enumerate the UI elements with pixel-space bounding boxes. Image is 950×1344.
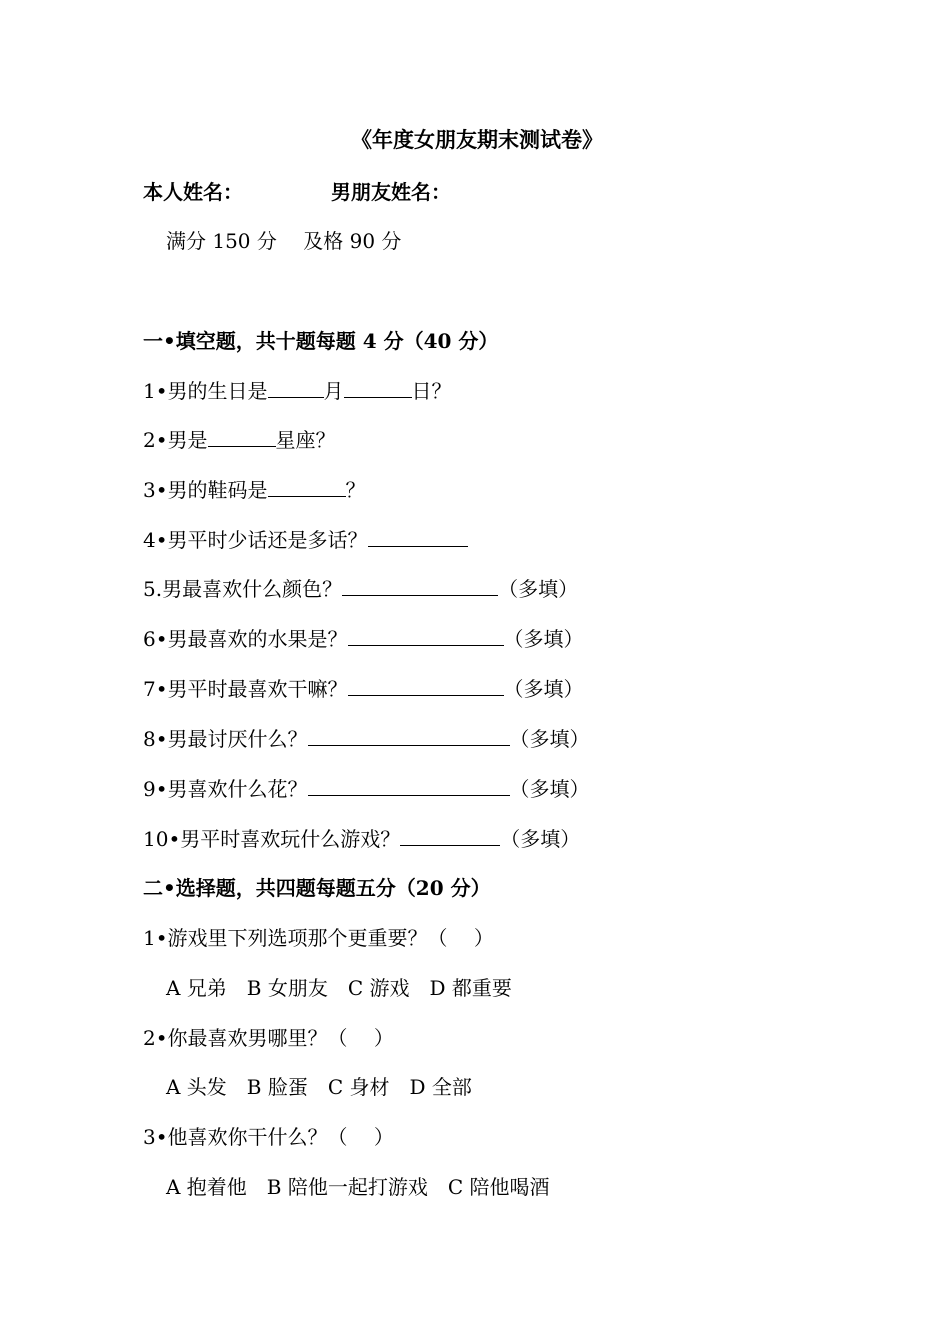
- choice-question-3-options[interactable]: A 抱着他 B 陪他一起打游戏 C 陪他喝酒: [166, 1175, 550, 1199]
- q10-note: （多填）: [500, 827, 581, 851]
- q1-month-blank[interactable]: [268, 377, 324, 398]
- q4-text: 4•男平时少话还是多话？: [143, 528, 368, 552]
- q2-blank[interactable]: [208, 426, 276, 447]
- q3-text-b: ？: [345, 478, 366, 502]
- section2-heading: 二•选择题，共四题每题五分（20 分）: [143, 876, 491, 900]
- q6-blank[interactable]: [348, 625, 504, 646]
- name-fields: [143, 177, 451, 207]
- q1-text: 1•男的生日是: [143, 379, 268, 403]
- q2-text-b: 星座？: [275, 428, 336, 452]
- q8-blank[interactable]: [308, 725, 510, 746]
- q9-text: 9•男喜欢什么花？: [143, 777, 308, 801]
- q5-text: 5.男最喜欢什么颜色？: [143, 577, 343, 601]
- q6-note: （多填）: [503, 627, 584, 651]
- q1-month-label: 月: [323, 379, 344, 403]
- choice-question-3: 3•他喜欢你干什么？（ ）: [143, 1125, 394, 1149]
- q8-note: （多填）: [509, 727, 590, 751]
- question-10: [143, 824, 580, 854]
- q9-note: （多填）: [509, 777, 590, 801]
- q5-note: （多填）: [498, 577, 579, 601]
- question-2: [143, 425, 336, 455]
- q4-blank[interactable]: [368, 526, 468, 547]
- question-3: [143, 475, 366, 505]
- q1-day-blank[interactable]: [344, 377, 412, 398]
- q3-text: 3•男的鞋码是: [143, 478, 268, 502]
- score-info: 满分 150 分 及格 90 分: [166, 229, 402, 253]
- section1-heading: 一•填空题，共十题每题 4 分（40 分）: [143, 329, 499, 353]
- choice-question-1-options[interactable]: A 兄弟 B 女朋友 C 游戏 D 都重要: [166, 976, 512, 1000]
- q7-note: （多填）: [503, 677, 584, 701]
- self-name-label: 本人姓名：: [143, 180, 243, 204]
- q5-blank[interactable]: [342, 575, 498, 596]
- choice-question-2-options[interactable]: A 头发 B 脸蛋 C 身材 D 全部: [166, 1075, 472, 1099]
- exam-title-text: 《年度女朋友期末测试卷》: [351, 127, 603, 152]
- q1-day-label: 日？: [411, 379, 452, 403]
- question-1: [143, 376, 452, 406]
- q2-text-a: 2•男是: [143, 428, 208, 452]
- question-9: [143, 774, 590, 804]
- choice-question-2: 2•你最喜欢男哪里？（ ）: [143, 1026, 394, 1050]
- q7-blank[interactable]: [348, 675, 504, 696]
- choice-question-1: 1•游戏里下列选项那个更重要？（ ）: [143, 926, 494, 950]
- boyfriend-name-label: 男朋友姓名：: [331, 180, 451, 204]
- question-7: [143, 674, 584, 704]
- exam-title: [0, 124, 950, 154]
- question-8: [143, 724, 590, 754]
- question-6: [143, 624, 584, 654]
- q10-blank[interactable]: [400, 825, 500, 846]
- q9-blank[interactable]: [308, 775, 510, 796]
- question-4: [143, 525, 468, 555]
- q8-text: 8•男最讨厌什么？: [143, 727, 308, 751]
- q6-text: 6•男最喜欢的水果是？: [143, 627, 348, 651]
- q7-text: 7•男平时最喜欢干嘛？: [143, 677, 348, 701]
- q3-blank[interactable]: [268, 476, 346, 497]
- q10-text: 10•男平时喜欢玩什么游戏？: [143, 827, 401, 851]
- question-5: [143, 574, 578, 604]
